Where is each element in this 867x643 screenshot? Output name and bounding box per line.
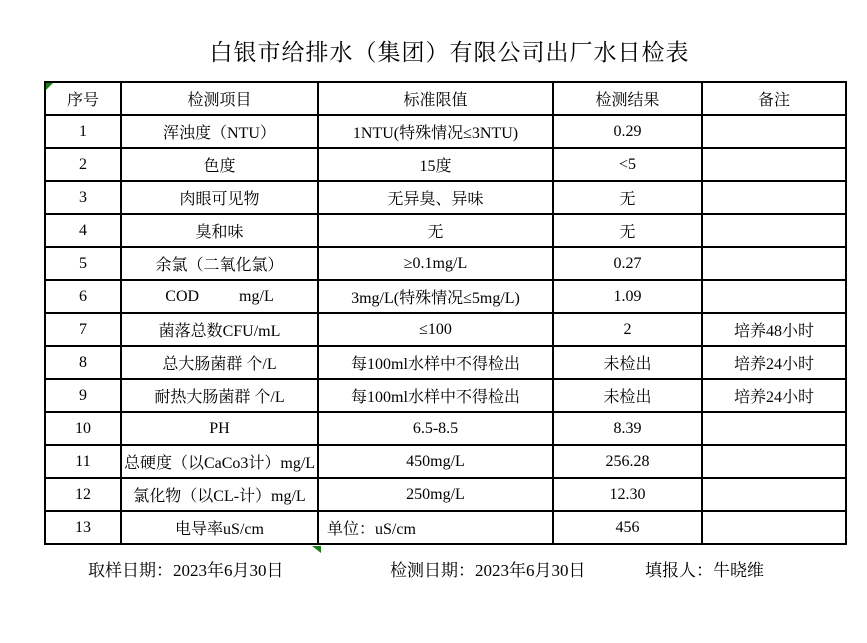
cell-item: 浑浊度（NTU） [121,115,318,148]
cell-result: 1.09 [553,280,702,313]
cell-item: 余氯（二氧化氯） [121,247,318,280]
cell-remark [702,214,846,247]
cell-item: 耐热大肠菌群 个/L [121,379,318,412]
cell-no: 5 [45,247,121,280]
column-header: 标准限值 [318,82,553,115]
green-triangle-marker-icon [312,546,321,553]
table-row [45,511,846,544]
reporter-text: 填报人：牛晓维 [645,561,764,580]
cell-remark [702,445,846,478]
cell-item: 色度 [121,148,318,181]
cell-standard: 15度 [318,148,553,181]
page-title: 白银市给排水（集团）有限公司出厂水日检表 [209,40,690,65]
cell-result: 456 [553,511,702,544]
cell-no: 12 [45,478,121,511]
cell-standard: 3mg/L(特殊情况≤5mg/L) [318,280,553,313]
cell-standard: 无 [318,214,553,247]
cell-result: 12.30 [553,478,702,511]
cell-no: 8 [45,346,121,379]
cell-result: <5 [553,148,702,181]
cell-item: 总硬度（以CaCo3计）mg/L [121,445,318,478]
cell-result: 0.27 [553,247,702,280]
cell-remark: 培养48小时 [702,313,846,346]
cell-remark [702,280,846,313]
cell-result: 未检出 [553,346,702,379]
table-row [45,379,846,412]
table-row [45,412,846,445]
cell-no: 1 [45,115,121,148]
cell-remark: 培养24小时 [702,346,846,379]
sampling-date-text: 取样日期：2023年6月30日 [88,561,284,580]
cell-standard: 无异臭、异味 [318,181,553,214]
table-row [45,280,846,313]
cell-standard: 450mg/L [318,445,553,478]
cell-item: 氯化物（以CL-计）mg/L [121,478,318,511]
cell-item: COD mg/L [121,280,318,313]
cell-standard: 单位：uS/cm [318,511,553,544]
cell-remark [702,511,846,544]
table-row [45,181,846,214]
inspection-table [44,81,847,545]
test-date-text: 检测日期：2023年6月30日 [390,561,586,580]
column-header: 备注 [702,82,846,115]
cell-result: 2 [553,313,702,346]
table-body [45,115,846,544]
cell-remark [702,181,846,214]
cell-result: 256.28 [553,445,702,478]
cell-result: 8.39 [553,412,702,445]
cell-remark [702,115,846,148]
table-row [45,346,846,379]
cell-no: 3 [45,181,121,214]
cell-remark: 培养24小时 [702,379,846,412]
cell-standard: ≥0.1mg/L [318,247,553,280]
cell-standard: 6.5-8.5 [318,412,553,445]
table-row [45,445,846,478]
cell-item: 总大肠菌群 个/L [121,346,318,379]
excel-error-marker-icon [46,83,53,90]
cell-standard: 250mg/L [318,478,553,511]
cell-result: 无 [553,214,702,247]
cell-result: 0.29 [553,115,702,148]
table-row [45,313,846,346]
table-row [45,247,846,280]
table-row [45,115,846,148]
cell-standard: 1NTU(特殊情况≤3NTU) [318,115,553,148]
cell-remark [702,247,846,280]
cell-no: 7 [45,313,121,346]
cell-no: 9 [45,379,121,412]
header-row [45,82,846,115]
cell-item: 电导率uS/cm [121,511,318,544]
cell-result: 无 [553,181,702,214]
column-header: 序号 [45,82,121,115]
column-header: 检测项目 [121,82,318,115]
cell-remark [702,148,846,181]
cell-no: 13 [45,511,121,544]
cell-no: 6 [45,280,121,313]
table-row [45,148,846,181]
cell-item: 菌落总数CFU/mL [121,313,318,346]
cell-no: 2 [45,148,121,181]
cell-standard: 每100ml水样中不得检出 [318,346,553,379]
cell-remark [702,478,846,511]
cell-no: 10 [45,412,121,445]
table-row [45,478,846,511]
cell-item: 臭和味 [121,214,318,247]
column-header: 检测结果 [553,82,702,115]
cell-item: 肉眼可见物 [121,181,318,214]
table-row [45,214,846,247]
cell-result: 未检出 [553,379,702,412]
cell-no: 4 [45,214,121,247]
cell-standard: 每100ml水样中不得检出 [318,379,553,412]
cell-standard: ≤100 [318,313,553,346]
cell-item: PH [121,412,318,445]
cell-no: 11 [45,445,121,478]
cell-remark [702,412,846,445]
